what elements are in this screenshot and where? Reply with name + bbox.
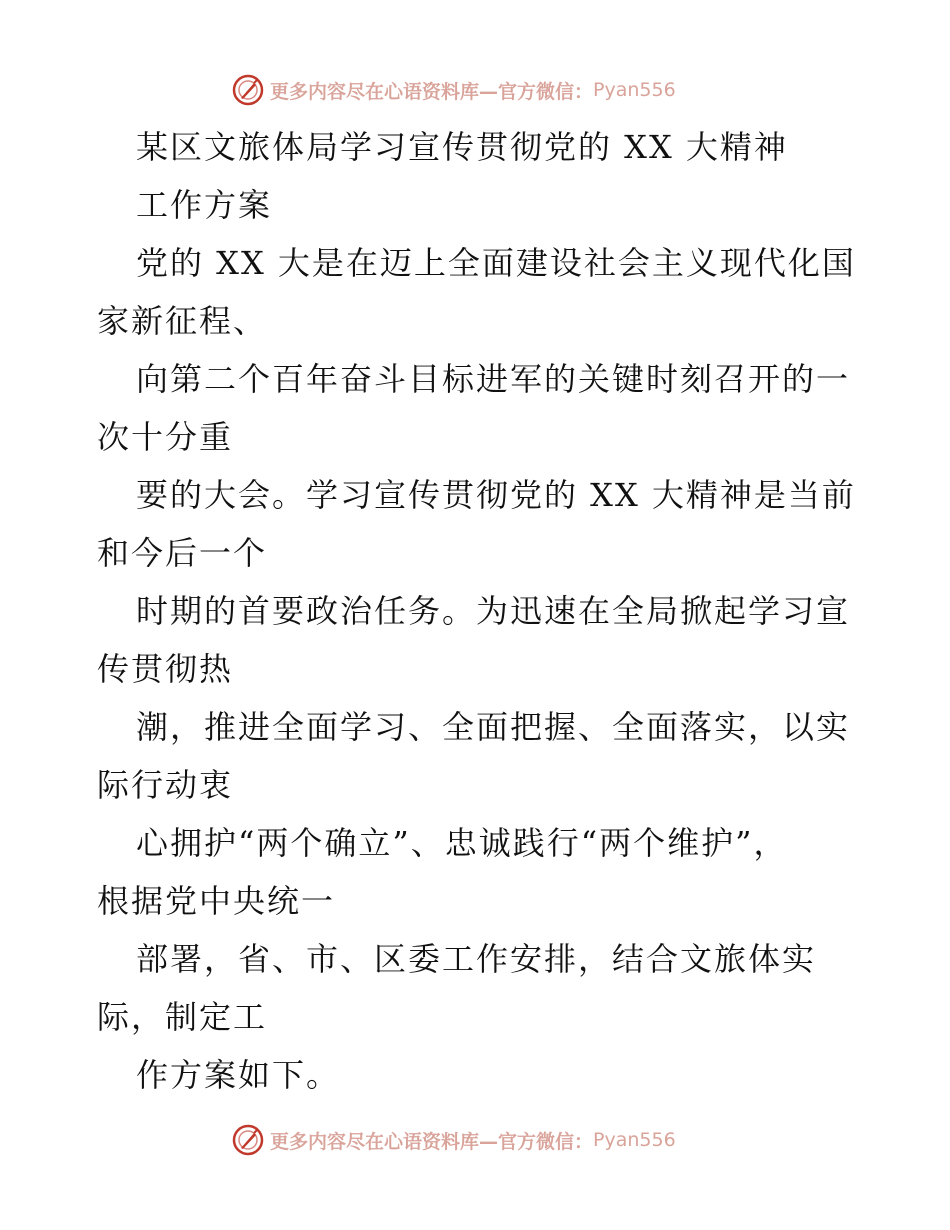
- paragraph-line: 家新征程、: [97, 302, 268, 340]
- quill-logo-icon: [232, 74, 264, 106]
- watermark-text: 更多内容尽在心语资料库—官方微信：: [270, 80, 594, 103]
- document-title-line1: 某区文旅体局学习宣传贯彻党的 XX 大精神: [136, 128, 788, 166]
- paragraph-line: 作方案如下。: [136, 1056, 341, 1094]
- watermark-text: 更多内容尽在心语资料库—官方微信：: [270, 1130, 594, 1153]
- paragraph-line: 心拥护“两个确立”、忠诚践行“两个维护”，: [136, 824, 788, 862]
- watermark-wechat-id: Pyan556: [593, 1129, 676, 1151]
- paragraph-line: 党的 XX 大是在迈上全面建设社会主义现代化国: [136, 244, 856, 282]
- paragraph-line: 际行动衷: [97, 766, 234, 804]
- paragraph-line: 根据党中央统一: [97, 882, 336, 920]
- watermark-wechat-id: Pyan556: [593, 79, 676, 101]
- watermark-header: [232, 73, 676, 107]
- paragraph-line: 部署，省、市、区委工作安排，结合文旅体实: [136, 940, 817, 978]
- paragraph-line: 和今后一个: [97, 534, 268, 572]
- paragraph-line: 传贯彻热: [97, 650, 234, 688]
- quill-logo-icon: [232, 1124, 264, 1156]
- document-title-line2: 工作方案: [136, 186, 273, 224]
- paragraph-line: 要的大会。学习宣传贯彻党的 XX 大精神是当前: [136, 476, 856, 514]
- paragraph-line: 际，制定工: [97, 998, 268, 1036]
- watermark-footer: [232, 1123, 676, 1157]
- paragraph-line: 次十分重: [97, 418, 234, 456]
- paragraph-line: 潮，推进全面学习、全面把握、全面落实，以实: [136, 708, 851, 746]
- paragraph-line: 向第二个百年奋斗目标进军的关键时刻召开的一: [136, 360, 851, 398]
- paragraph-line: 时期的首要政治任务。为迅速在全局掀起学习宣: [136, 592, 851, 630]
